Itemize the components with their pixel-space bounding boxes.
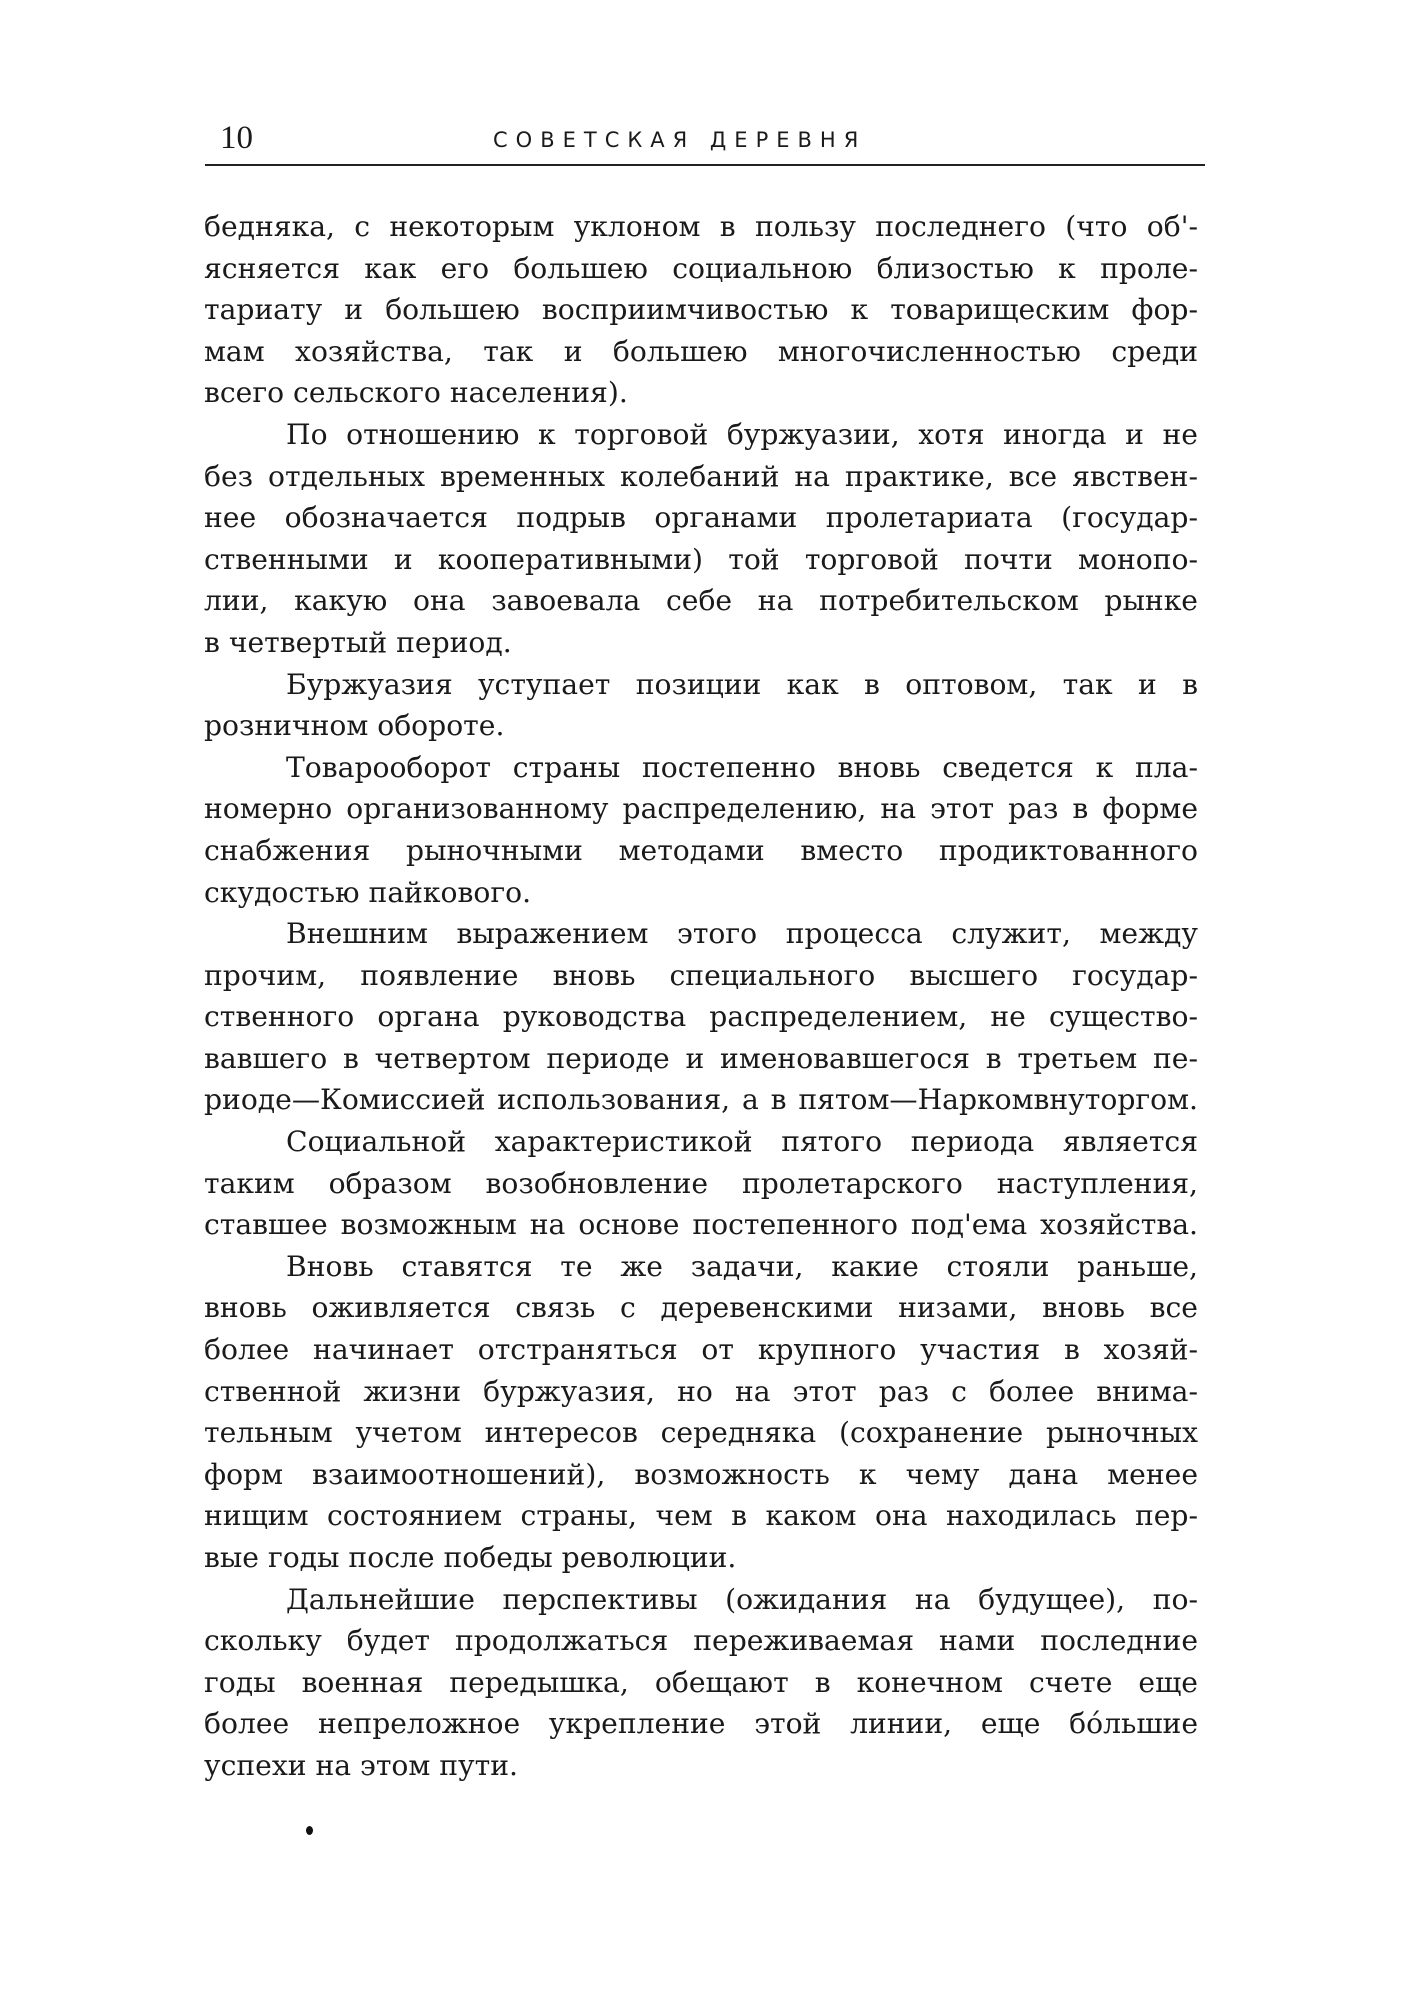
text-line: нее обозначается подрыв органами пролетариата (государ-: [204, 501, 1198, 535]
text-line: бедняка, с некоторым уклоном в пользу последнего (что об'-: [204, 210, 1198, 243]
text-line: Внешним выражением этого процесса служит, между: [286, 917, 1198, 951]
paragraph: [204, 664, 1198, 747]
ink-speck: [306, 1826, 313, 1835]
paragraph: [204, 1579, 1198, 1787]
text-line: тариату и большею восприимчивостью к товарищеским фор-: [204, 293, 1198, 327]
text-line: ставшее возможным на основе постепенного под'ема хозяйства.: [204, 1208, 1198, 1242]
paragraph: [204, 206, 1198, 414]
text-line: номерно организованному распределению, на этот раз в форме: [204, 792, 1198, 826]
text-line: вновь оживляется связь с деревенскими низами, вновь все: [204, 1291, 1198, 1325]
text-line: вые годы после победы революции.: [204, 1541, 737, 1574]
text-line: ственной жизни буржуазия, но на этот раз с более внима-: [204, 1374, 1198, 1408]
text-line: лии, какую она завоевала себе на потребительском рынке: [204, 584, 1198, 618]
text-line: всего сельского населения).: [204, 376, 628, 410]
text-line: снабжения рыночными методами вместо продиктованного: [204, 833, 1198, 867]
text-line: мам хозяйства, так и большею многочисленностью среди: [204, 334, 1198, 368]
body-text: [204, 206, 1198, 1787]
text-line: успехи на этом пути.: [204, 1748, 518, 1782]
paragraph: [204, 414, 1198, 664]
text-line: вавшего в четвертом периоде и именовавшегося в третьем пе-: [204, 1041, 1198, 1075]
text-line: более непреложное укрепление этой линии, еще бóльшие: [204, 1707, 1198, 1741]
text-line: форм взаимоотношений), возможность к чему дана менее: [204, 1457, 1198, 1491]
text-line: Социальной характеристикой пятого периода является: [286, 1125, 1198, 1159]
paragraph: [204, 913, 1198, 1121]
text-line: риоде—Комиссией использования, а в пятом—Наркомвнуторгом.: [204, 1083, 1198, 1117]
paragraph: [204, 1121, 1198, 1246]
text-line: Вновь ставятся те же задачи, какие стояли раньше,: [286, 1249, 1198, 1283]
text-line: Товарооборот страны постепенно вновь сведется к пла-: [286, 750, 1198, 784]
running-title: СОВЕТСКАЯ ДЕРЕВНЯ: [493, 128, 867, 152]
page-number: 10: [220, 120, 253, 156]
text-line: ственного органа руководства распределением, не существо-: [204, 1000, 1198, 1034]
text-line: нищим состоянием страны, чем в каком она находилась пер-: [204, 1499, 1198, 1533]
paragraph: [204, 1246, 1198, 1579]
text-line: Буржуазия уступает позиции как в оптовом, так и в: [286, 667, 1198, 701]
text-line: розничном обороте.: [204, 709, 505, 743]
text-line: таким образом возобновление пролетарского наступления,: [204, 1166, 1198, 1200]
text-line: прочим, появление вновь специального высшего государ-: [204, 958, 1198, 992]
text-line: тельным учетом интересов середняка (сохранение рыночных: [204, 1416, 1198, 1450]
text-line: ясняется как его большею социальною близостью к проле-: [204, 251, 1198, 285]
page-header: [205, 118, 1205, 166]
text-line: Дальнейшие перспективы (ожидания на будущее), по-: [286, 1582, 1198, 1616]
text-line: ственными и кооперативными) той торговой почти монопо-: [204, 542, 1198, 576]
text-line: годы военная передышка, обещают в конечном счете еще: [204, 1665, 1198, 1699]
text-line: без отдельных временных колебаний на практике, все явствен-: [204, 459, 1198, 493]
text-line: По отношению к торговой буржуазии, хотя иногда и не: [286, 417, 1198, 451]
text-line: в четвертый период.: [204, 625, 512, 659]
paragraph: [204, 747, 1198, 913]
text-line: более начинает отстраняться от крупного участия в хозяй-: [204, 1333, 1198, 1367]
text-line: скудостью пайкового.: [204, 875, 532, 909]
text-line: скольку будет продолжаться переживаемая нами последние: [204, 1624, 1198, 1658]
